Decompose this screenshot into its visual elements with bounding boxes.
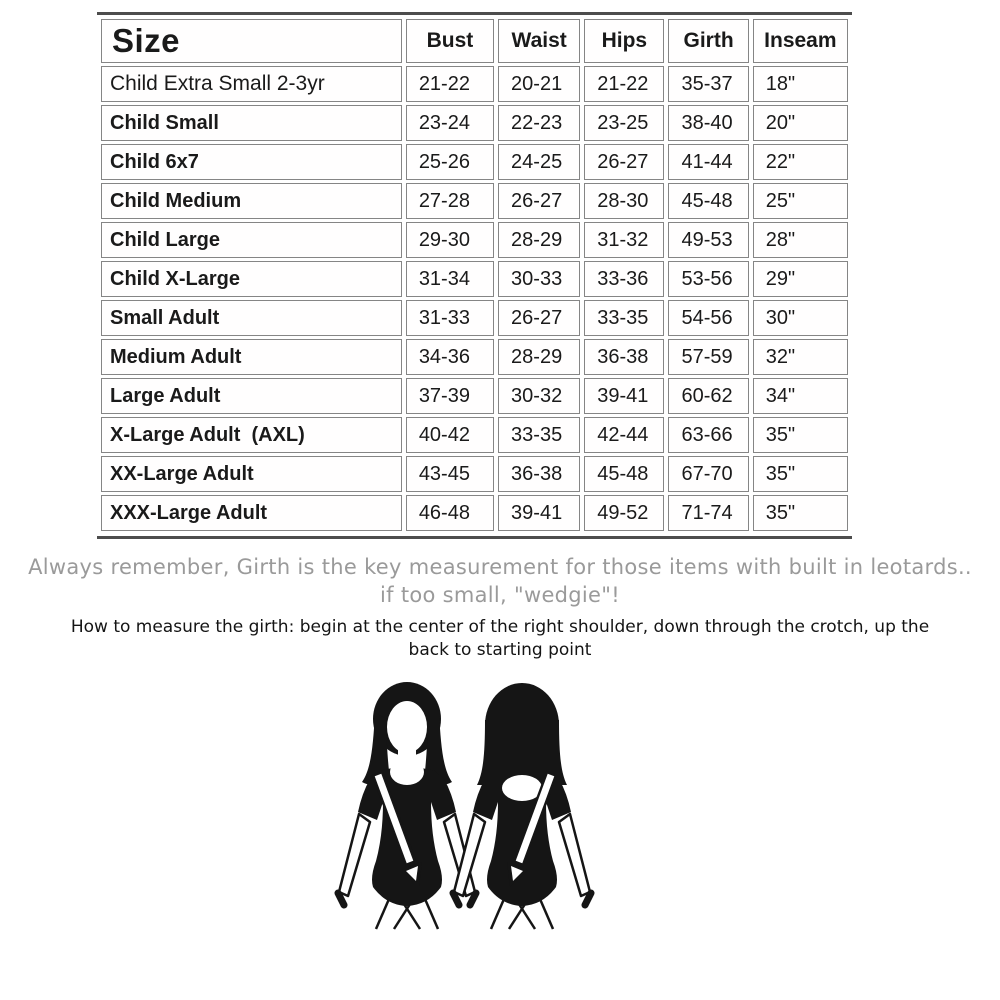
size-label-cell: Medium Adult bbox=[101, 339, 402, 375]
measurement-cell: 33-36 bbox=[584, 261, 664, 297]
girth-measurement-figures-icon bbox=[325, 675, 625, 933]
column-header-waist: Waist bbox=[498, 19, 580, 63]
girth-reminder-note bbox=[0, 553, 1000, 610]
table-row bbox=[101, 183, 848, 219]
column-header-size: Size bbox=[101, 19, 402, 63]
table-row bbox=[101, 66, 848, 102]
illustration-wrap bbox=[325, 675, 625, 933]
size-chart-table bbox=[97, 16, 852, 534]
measurement-cell: 26-27 bbox=[584, 144, 664, 180]
reminder-line-1: Always remember, Girth is the key measurement for those items with built in leotards.. bbox=[28, 555, 972, 579]
measurement-cell: 29-30 bbox=[406, 222, 494, 258]
measurement-cell: 23-25 bbox=[584, 105, 664, 141]
measurement-cell: 33-35 bbox=[584, 300, 664, 336]
measurement-cell: 20-21 bbox=[498, 66, 580, 102]
size-label-cell: Child Extra Small 2-3yr bbox=[101, 66, 402, 102]
header-row bbox=[101, 19, 848, 63]
measurement-cell: 37-39 bbox=[406, 378, 494, 414]
measurement-cell: 28" bbox=[753, 222, 848, 258]
table-row bbox=[101, 144, 848, 180]
measurement-cell: 45-48 bbox=[668, 183, 748, 219]
measurement-cell: 33-35 bbox=[498, 417, 580, 453]
size-label-cell: Large Adult bbox=[101, 378, 402, 414]
measurement-cell: 40-42 bbox=[406, 417, 494, 453]
size-label-cell: XXX-Large Adult bbox=[101, 495, 402, 531]
size-label-cell: Child X-Large bbox=[101, 261, 402, 297]
measurement-cell: 31-32 bbox=[584, 222, 664, 258]
table-row bbox=[101, 222, 848, 258]
size-chart-table-wrap bbox=[97, 12, 852, 539]
column-header-hips: Hips bbox=[584, 19, 664, 63]
measurement-cell: 49-53 bbox=[668, 222, 748, 258]
measurement-cell: 35-37 bbox=[668, 66, 748, 102]
measurement-cell: 22" bbox=[753, 144, 848, 180]
measurement-cell: 36-38 bbox=[584, 339, 664, 375]
measurement-cell: 57-59 bbox=[668, 339, 748, 375]
measurement-cell: 60-62 bbox=[668, 378, 748, 414]
size-label-cell: XX-Large Adult bbox=[101, 456, 402, 492]
measurement-cell: 54-56 bbox=[668, 300, 748, 336]
measurement-cell: 20" bbox=[753, 105, 848, 141]
measurement-cell: 43-45 bbox=[406, 456, 494, 492]
measurement-cell: 67-70 bbox=[668, 456, 748, 492]
measurement-cell: 63-66 bbox=[668, 417, 748, 453]
measurement-cell: 41-44 bbox=[668, 144, 748, 180]
table-row bbox=[101, 456, 848, 492]
measurement-cell: 29" bbox=[753, 261, 848, 297]
measurement-cell: 71-74 bbox=[668, 495, 748, 531]
table-row bbox=[101, 378, 848, 414]
measurement-cell: 31-33 bbox=[406, 300, 494, 336]
measurement-cell: 46-48 bbox=[406, 495, 494, 531]
measurement-cell: 22-23 bbox=[498, 105, 580, 141]
table-row bbox=[101, 105, 848, 141]
size-label-cell: X-Large Adult (AXL) bbox=[101, 417, 402, 453]
measurement-cell: 28-29 bbox=[498, 339, 580, 375]
table-row bbox=[101, 261, 848, 297]
measurement-cell: 53-56 bbox=[668, 261, 748, 297]
measurement-cell: 26-27 bbox=[498, 183, 580, 219]
size-label-cell: Small Adult bbox=[101, 300, 402, 336]
table-row bbox=[101, 495, 848, 531]
measurement-cell: 36-38 bbox=[498, 456, 580, 492]
measurement-cell: 35" bbox=[753, 417, 848, 453]
howto-line-2: back to starting point bbox=[408, 640, 592, 661]
table-row bbox=[101, 300, 848, 336]
measurement-cell: 38-40 bbox=[668, 105, 748, 141]
measurement-cell: 25" bbox=[753, 183, 848, 219]
measurement-cell: 18" bbox=[753, 66, 848, 102]
size-label-cell: Child Large bbox=[101, 222, 402, 258]
measurement-cell: 30" bbox=[753, 300, 848, 336]
measurement-cell: 23-24 bbox=[406, 105, 494, 141]
howto-line-1: How to measure the girth: begin at the center of the right shoulder, down through the crotch, up the bbox=[70, 616, 930, 637]
size-label-cell: Child Medium bbox=[101, 183, 402, 219]
column-header-inseam: Inseam bbox=[753, 19, 848, 63]
measurement-cell: 34" bbox=[753, 378, 848, 414]
measurement-cell: 45-48 bbox=[584, 456, 664, 492]
measurement-cell: 26-27 bbox=[498, 300, 580, 336]
measurement-cell: 32" bbox=[753, 339, 848, 375]
measurement-cell: 34-36 bbox=[406, 339, 494, 375]
measurement-cell: 30-33 bbox=[498, 261, 580, 297]
measurement-cell: 21-22 bbox=[584, 66, 664, 102]
reminder-line-2: if too small, "wedgie"! bbox=[380, 583, 620, 608]
measurement-cell: 39-41 bbox=[498, 495, 580, 531]
measurement-cell: 24-25 bbox=[498, 144, 580, 180]
measurement-cell: 35" bbox=[753, 495, 848, 531]
measurement-cell: 30-32 bbox=[498, 378, 580, 414]
measurement-cell: 42-44 bbox=[584, 417, 664, 453]
measurement-cell: 28-29 bbox=[498, 222, 580, 258]
size-label-cell: Child Small bbox=[101, 105, 402, 141]
measurement-cell: 49-52 bbox=[584, 495, 664, 531]
column-header-bust: Bust bbox=[406, 19, 494, 63]
measurement-cell: 21-22 bbox=[406, 66, 494, 102]
measurement-cell: 31-34 bbox=[406, 261, 494, 297]
measurement-cell: 27-28 bbox=[406, 183, 494, 219]
table-row bbox=[101, 339, 848, 375]
table-row bbox=[101, 417, 848, 453]
measurement-cell: 25-26 bbox=[406, 144, 494, 180]
measurement-cell: 39-41 bbox=[584, 378, 664, 414]
girth-howto-note bbox=[0, 616, 1000, 664]
size-table-body bbox=[101, 66, 848, 531]
measurement-cell: 28-30 bbox=[584, 183, 664, 219]
column-header-girth: Girth bbox=[668, 19, 748, 63]
size-label-cell: Child 6x7 bbox=[101, 144, 402, 180]
measurement-cell: 35" bbox=[753, 456, 848, 492]
